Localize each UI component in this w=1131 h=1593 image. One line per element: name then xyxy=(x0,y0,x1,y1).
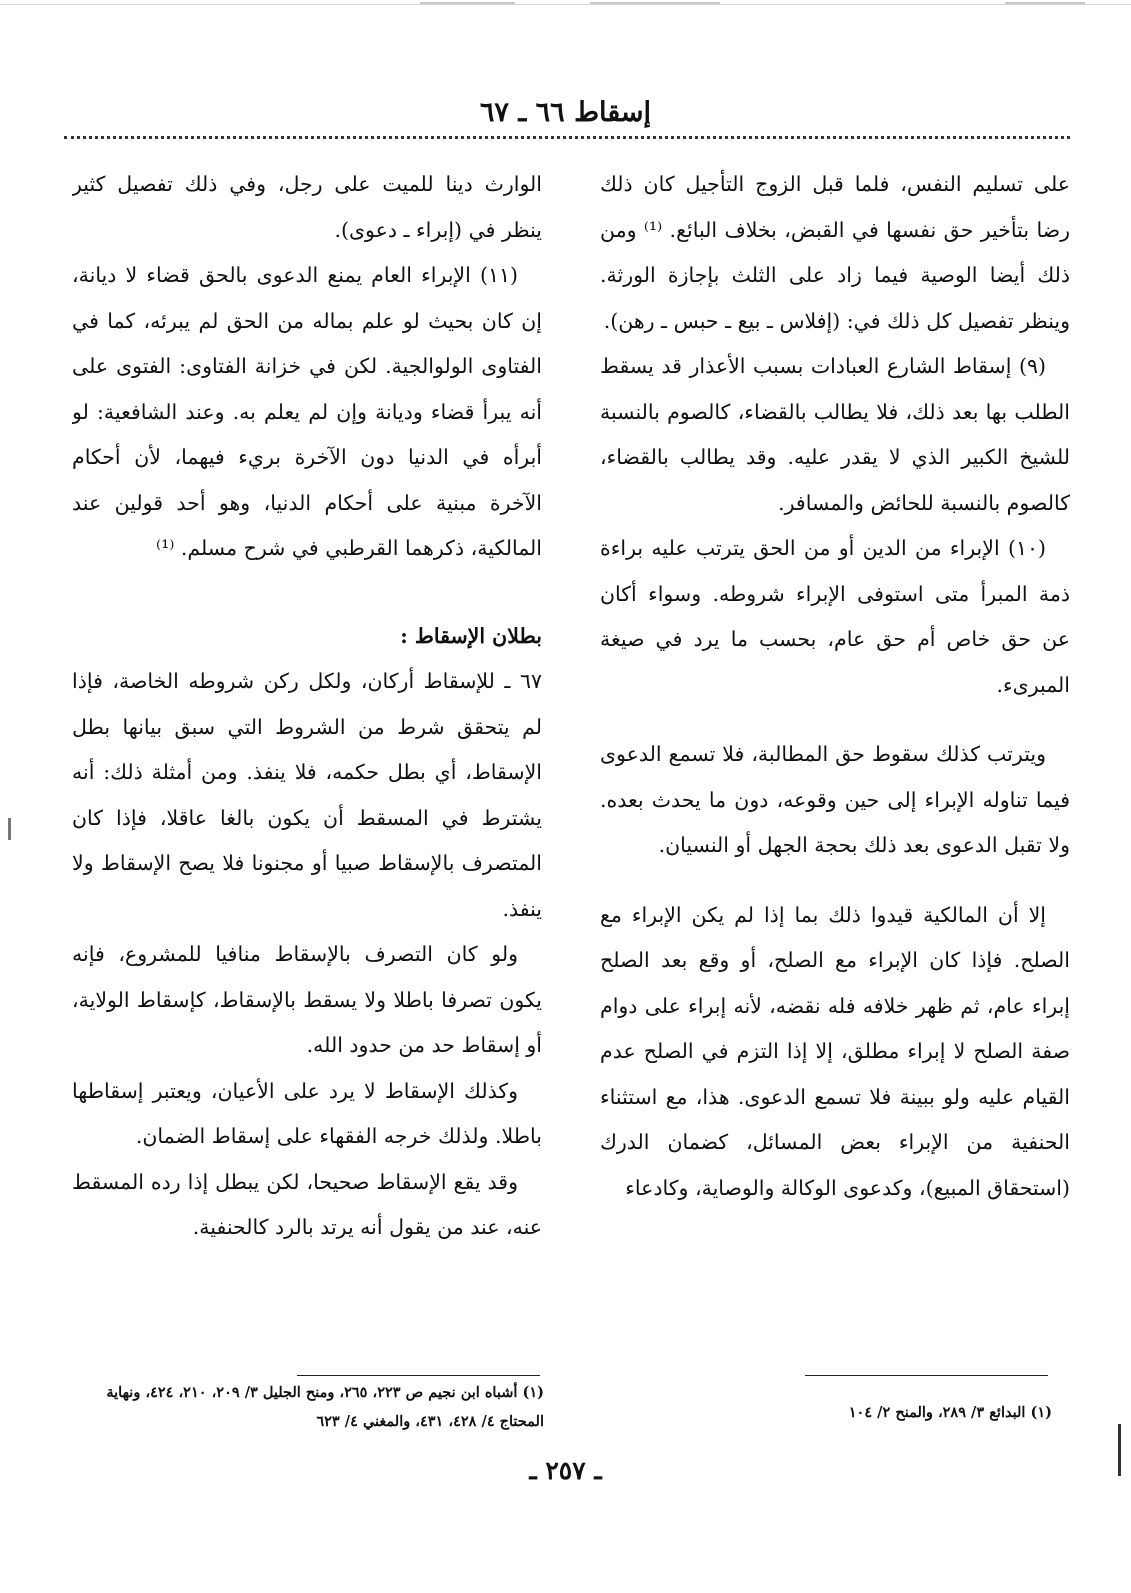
left-paragraph-3: ٦٧ ـ للإسقاط أركان، ولكل ركن شروطه الخاصة، فإذا لم يتحقق شرط من الشروط التي سبق بيانها بطل الإسقاط، أي بطل حكمه، فلا ينفذ. ومن أمثلة ذلك: أنه يشترط في المسقط أن يكون بالغا عاقلا، فإذا كان المتصرف بالإسقاط صبيا أو مجنونا فلا يصح الإسقاط ولا ينفذ. xyxy=(72,669,542,921)
scan-edge-line xyxy=(0,4,1131,5)
footnote-rule-left xyxy=(297,1375,540,1376)
footnote-rule-right xyxy=(805,1375,1048,1376)
right-paragraph-4: ويترتب كذلك سقوط حق المطالبة، فلا تسمع الدعوى فيما تناوله الإبراء إلى حين وقوعه، دون ما يحدث بعده. ولا تقبل الدعوى بعد ذلك بحجة الجهل أو النسيان. xyxy=(600,742,1070,857)
footnote-left: (١) أشباه ابن نجيم ص ٢٢٣، ٢٦٥، ومنح الجليل ٣/ ٢٠٩، ٢١٠، ٤٢٤، ونهاية المحتاج ٤/ ٤٢٨، ٤٣١، والمغني ٤/ ٦٢٣ xyxy=(106,1384,544,1430)
scan-edge-mark xyxy=(420,2,515,4)
scan-margin-mark xyxy=(1118,1424,1121,1476)
left-paragraph-1: الوارث دينا للميت على رجل، وفي ذلك تفصيل كثير ينظر في (إبراء ـ دعوى). xyxy=(72,172,542,242)
left-paragraph-6: وقد يقع الإسقاط صحيحا، لكن يبطل إذا رده المسقط عنه، عند من يقول أنه يرتد بالرد كالحنفية. xyxy=(72,1169,542,1239)
left-paragraph-4: ولو كان التصرف بالإسقاط منافيا للمشروع، فإنه يكون تصرفا باطلا ولا يسقط بالإسقاط، كإسقاط الولاية، أو إسقاط حد من حدود الله. xyxy=(72,942,542,1057)
right-column xyxy=(600,162,1070,1347)
left-paragraph-2: (١١) الإبراء العام يمنع الدعوى بالحق قضاء لا ديانة، إن كان بحيث لو علم بماله من الحق لم يبرئه، كما في الفتاوى الولوالجية. لكن في خزانة الفتاوى: الفتوى على أنه يبرأ قضاء وديانة وإن لم يعلم به. وعند الشافعية: لو أبرأه في الدنيا دون الآخرة بريء فيهما، لأن أحكام الآخرة مبنية على أحكام الدنيا، وهو أحد قولين عند المالكية، ذكرهما القرطبي في شرح مسلم. ⁽¹⁾ xyxy=(72,263,542,560)
section-title: بطلان الإسقاط : xyxy=(400,623,542,648)
scan-margin-mark xyxy=(8,818,11,840)
footnote-right: (١) البدائع ٣/ ٢٨٩، والمنح ٢/ ١٠٤ xyxy=(848,1404,1052,1421)
left-paragraph-5: وكذلك الإسقاط لا يرد على الأعيان، ويعتبر إسقاطها باطلا. ولذلك خرجه الفقهاء على إسقاط الضمان. xyxy=(72,1078,542,1148)
right-paragraph-2: (٩) إسقاط الشارع العبادات بسبب الأعذار قد يسقط الطلب بها بعد ذلك، فلا يطالب بالقضاء، كالصوم بالنسبة للشيخ الكبير الذي لا يقدر عليه. وقد يطالب بالقضاء، كالصوم بالنسبة للحائض والمسافر. xyxy=(600,354,1070,515)
running-head: إسقاط ٦٦ ـ ٦٧ xyxy=(479,97,652,128)
left-column xyxy=(72,162,542,1347)
scan-edge-mark xyxy=(590,2,720,4)
right-paragraph-1: على تسليم النفس، فلما قبل الزوج التأجيل كان ذلك رضا بتأخير حق نفسها في القبض، بخلاف البائع. ⁽¹⁾ ومن ذلك أيضا الوصية فيما زاد على الثلث بإجازة الورثة. وينظر تفصيل كل ذلك في: (إفلاس ـ بيع ـ حبس ـ رهن). xyxy=(600,172,1070,333)
page-number: ـ ٢٥٧ ـ xyxy=(529,1456,602,1485)
scan-edge-mark xyxy=(1005,2,1085,4)
right-paragraph-5: إلا أن المالكية قيدوا ذلك بما إذا لم يكن الإبراء مع الصلح. فإذا كان الإبراء مع الصلح، أو وقع بعد الصلح إبراء عام، ثم ظهر خلافه فله نقضه، لأنه إبراء على دوام صفة الصلح لا إبراء مطلق، إلا إذا التزم في الصلح عدم القيام عليه ولو ببينة فلا تسمع الدعوى. هذا، مع استثناء الحنفية من الإبراء بعض المسائل، كضمان الدرك (استحقاق المبيع)، وكدعوى الوكالة والوصاية، وكادعاء xyxy=(600,902,1070,1200)
paragraph-gap xyxy=(600,708,1070,732)
paragraph-gap xyxy=(600,869,1070,893)
section-gap xyxy=(72,572,542,614)
right-paragraph-3: (١٠) الإبراء من الدين أو من الحق يترتب عليه براءة ذمة المبرأ متى استوفى الإبراء شروطه. وسواء أكان عن حق خاص أم حق عام، بحسب ما يرد في صيغة المبرىء. xyxy=(600,536,1070,697)
header-dotted-rule xyxy=(64,136,1070,139)
